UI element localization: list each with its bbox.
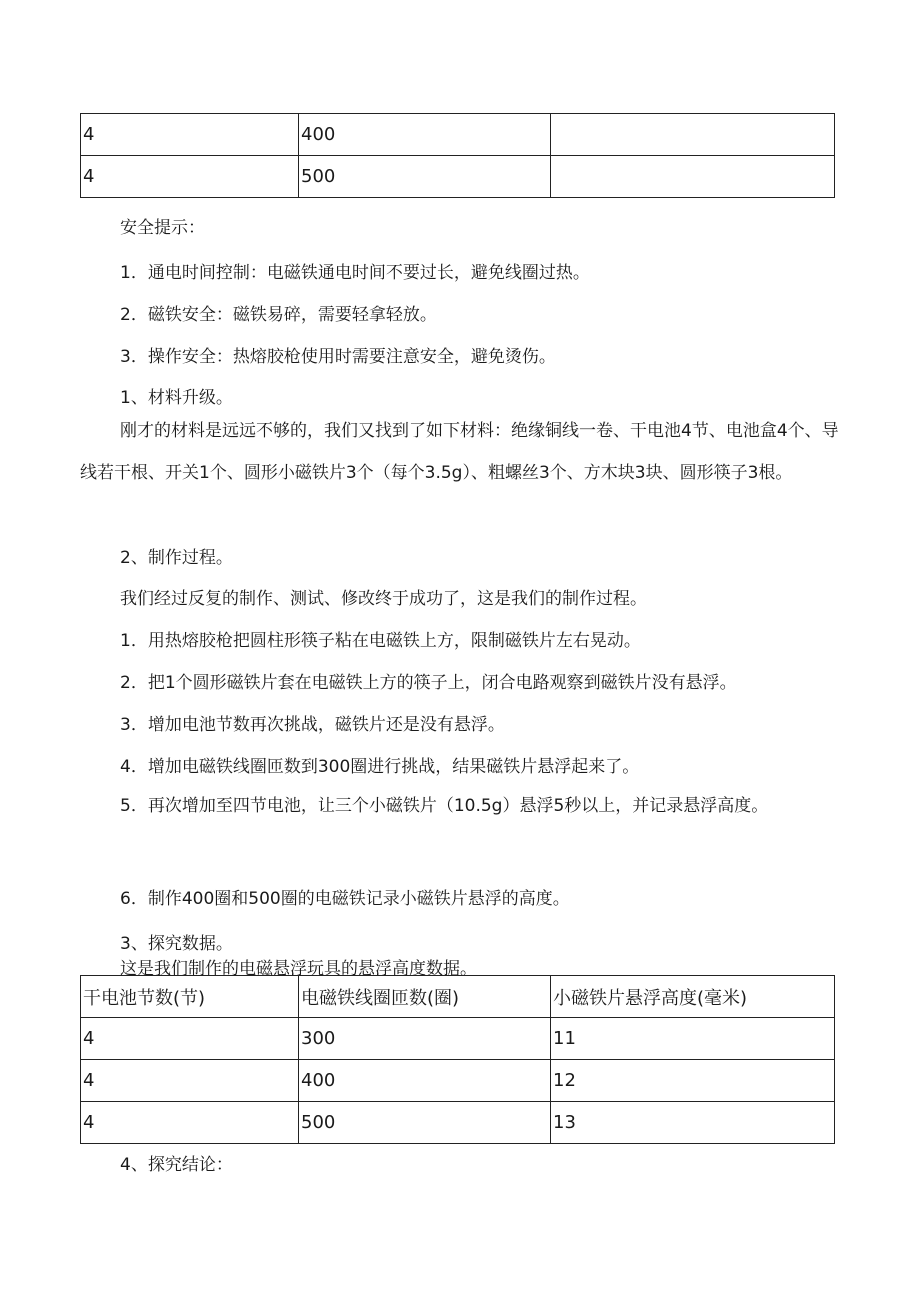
materials-paragraph: 刚才的材料是远远不够的，我们又找到了如下材料：绝缘铜线一卷、干电池4节、电池盒4个、导线若干根、开关1个、圆形小磁铁片3个（每个3.5g）、粗螺丝3个、方木块3块、圆形筷子3根。: [80, 421, 839, 483]
table-row: [81, 1102, 835, 1144]
table-cell: 400: [299, 114, 551, 156]
safety-item: 2．磁铁安全：磁铁易碎，需要轻拿轻放。: [120, 305, 437, 325]
table-row: [81, 114, 835, 156]
column-header: 小磁铁片悬浮高度(毫米): [551, 976, 835, 1018]
table-cell: 13: [551, 1102, 835, 1144]
table-cell: 4: [81, 1102, 299, 1144]
section-heading: 1、材料升级。: [120, 388, 233, 408]
table-row: [81, 156, 835, 198]
table-header-row: [81, 976, 835, 1018]
table-row: [81, 1060, 835, 1102]
safety-item: 1．通电时间控制：电磁铁通电时间不要过长，避免线圈过热。: [120, 263, 590, 283]
table-row: [81, 1018, 835, 1060]
process-step: 4．增加电磁铁线圈匝数到300圈进行挑战，结果磁铁片悬浮起来了。: [120, 757, 640, 777]
table-cell: 500: [299, 1102, 551, 1144]
safety-item: 3．操作安全：热熔胶枪使用时需要注意安全，避免烫伤。: [120, 347, 556, 367]
table-cell: 4: [81, 1060, 299, 1102]
process-step: 5．再次增加至四节电池，让三个小磁铁片（10.5g）悬浮5秒以上，并记录悬浮高度。: [120, 796, 769, 816]
section-heading: 4、探究结论：: [120, 1155, 233, 1175]
table-cell: 11: [551, 1018, 835, 1060]
process-step: 1．用热熔胶枪把圆柱形筷子粘在电磁铁上方，限制磁铁片左右晃动。: [120, 631, 641, 651]
process-step: 6．制作400圈和500圈的电磁铁记录小磁铁片悬浮的高度。: [120, 889, 570, 909]
table-cell: 500: [299, 156, 551, 198]
table-cell: 400: [299, 1060, 551, 1102]
table-cell: [551, 114, 835, 156]
table-cell: 300: [299, 1018, 551, 1060]
safety-heading: 安全提示：: [120, 218, 205, 238]
table-cell: 12: [551, 1060, 835, 1102]
process-step: 2．把1个圆形磁铁片套在电磁铁上方的筷子上，闭合电路观察到磁铁片没有悬浮。: [120, 673, 737, 693]
column-header: 干电池节数(节): [81, 976, 299, 1018]
section-heading: 2、制作过程。: [120, 548, 233, 568]
data-intro: 这是我们制作的电磁悬浮玩具的悬浮高度数据。: [120, 959, 477, 979]
height-data-table: [80, 975, 835, 1144]
table-cell: 4: [81, 156, 299, 198]
table-cell: [551, 156, 835, 198]
top-data-table: [80, 113, 835, 198]
column-header: 电磁铁线圈匝数(圈): [299, 976, 551, 1018]
section-heading: 3、探究数据。: [120, 934, 233, 954]
process-intro: 我们经过反复的制作、测试、修改终于成功了，这是我们的制作过程。: [120, 589, 647, 609]
process-step: 3．增加电池节数再次挑战，磁铁片还是没有悬浮。: [120, 715, 505, 735]
table-cell: 4: [81, 114, 299, 156]
table-cell: 4: [81, 1018, 299, 1060]
